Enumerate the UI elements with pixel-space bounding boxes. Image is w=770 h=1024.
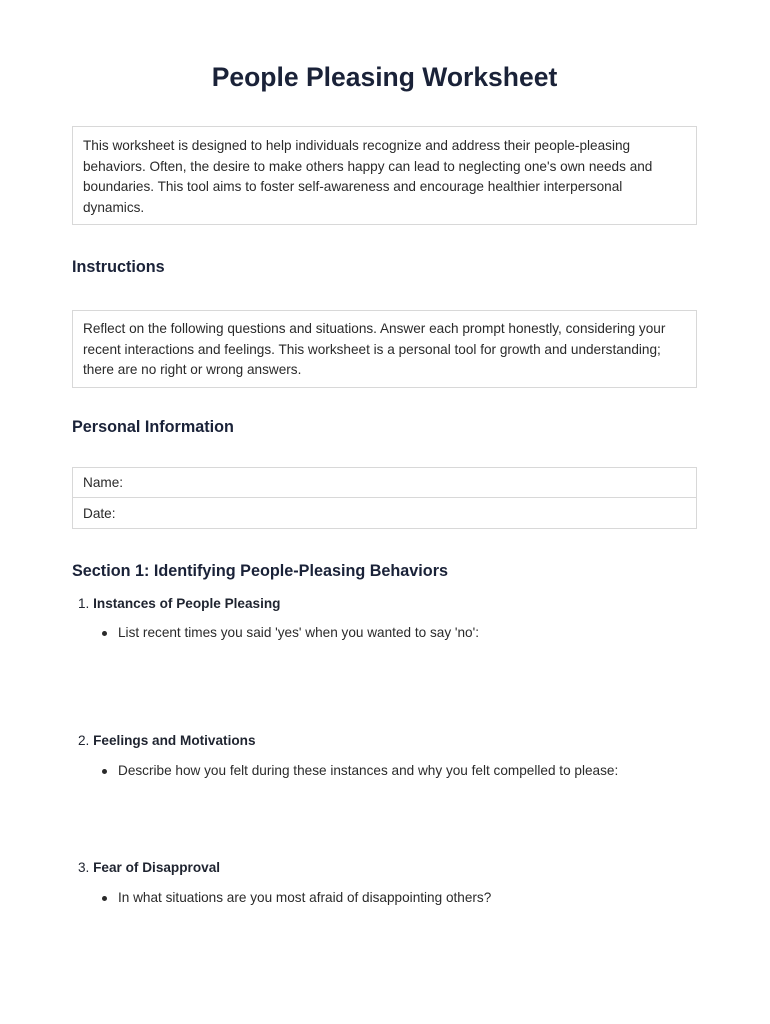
intro-box <box>72 126 697 225</box>
page-title: People Pleasing Worksheet <box>211 62 558 92</box>
question-label: Fear of Disapproval <box>93 860 221 875</box>
question-number: 2. <box>78 733 90 748</box>
prompt-text: Describe how you felt during these instances and why you felt compelled to please: <box>118 763 619 778</box>
bullet-icon <box>102 896 107 901</box>
section1-heading: Section 1: Identifying People-Pleasing Behaviors <box>72 562 448 580</box>
question-number: 1. <box>78 596 90 611</box>
name-field[interactable] <box>72 467 697 498</box>
name-label: Name: <box>83 475 124 490</box>
question-label: Feelings and Motivations <box>93 733 256 748</box>
bullet-icon <box>102 769 107 774</box>
question-1 <box>78 595 280 613</box>
date-label: Date: <box>83 505 116 521</box>
instructions-text: Reflect on the following questions and situations. Answer each prompt honestly, considering your recent interactions and feelings. This worksheet is a personal tool for growth and understanding; there are no right or wrong answers. <box>83 321 666 378</box>
question-3 <box>78 859 220 877</box>
question-label: Instances of People Pleasing <box>93 596 281 611</box>
personal-info-table <box>72 467 697 529</box>
date-field[interactable] <box>72 498 697 529</box>
question-number: 3. <box>78 860 90 875</box>
question-2-prompt <box>102 762 618 780</box>
bullet-icon <box>102 631 107 636</box>
instructions-heading: Instructions <box>72 258 165 276</box>
intro-text: This worksheet is designed to help individuals recognize and address their people-pleasing behaviors. Often, the desire to make others happy can lead to neglecting one's own needs and boundaries. This tool aims to foster self-awareness and encourage healthier interpersonal dynamics. <box>83 138 653 216</box>
question-1-prompt <box>102 624 479 642</box>
prompt-text: List recent times you said 'yes' when you wanted to say 'no': <box>118 625 479 640</box>
personal-info-heading: Personal Information <box>72 418 234 436</box>
question-2 <box>78 732 256 750</box>
instructions-box <box>72 310 697 388</box>
question-3-prompt <box>102 889 491 907</box>
prompt-text: In what situations are you most afraid of disappointing others? <box>118 890 492 905</box>
